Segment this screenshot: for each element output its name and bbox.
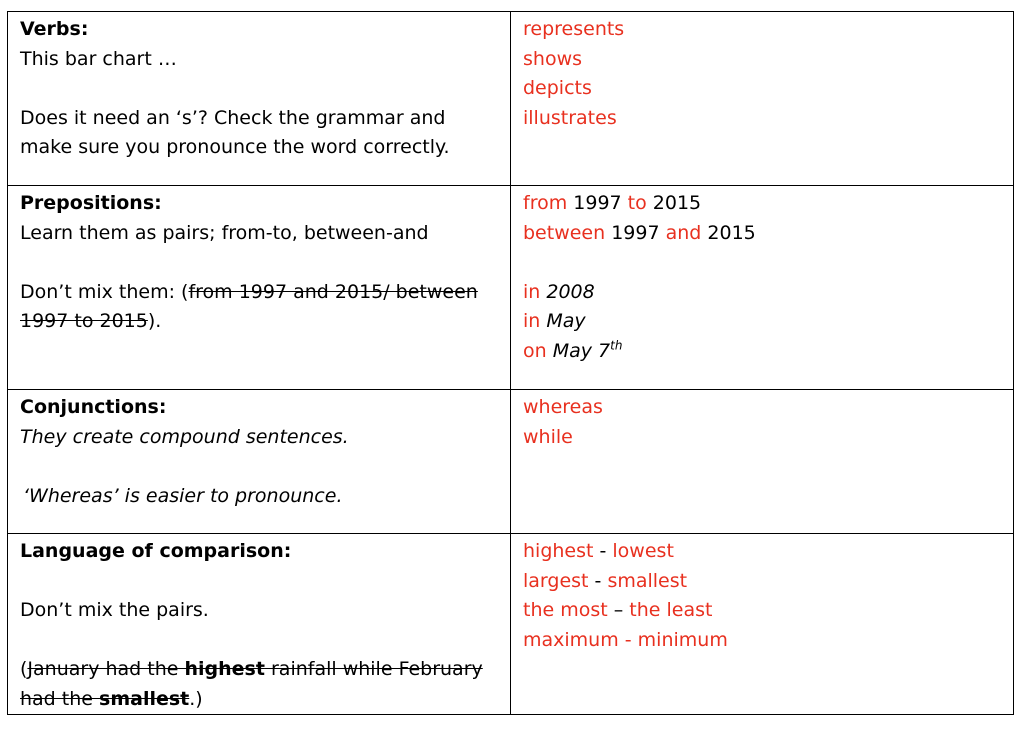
prepositions-warning-line-2 [20, 307, 500, 337]
conjunctions-tip: ‘Whereas’ is easier to pronounce. [23, 484, 343, 507]
verbs-note-line-2: make sure you pronounce the word correctly. [20, 136, 450, 158]
open-paren: ( [20, 658, 28, 680]
prepositions-explanation-cell [8, 186, 511, 390]
time-expression: May 7 [552, 339, 611, 362]
superlative: the most [523, 599, 608, 621]
struck-example: rainfall while February [264, 658, 483, 680]
conjunctions-examples-cell [511, 390, 1014, 534]
time-expression: 2008 [546, 280, 595, 303]
prepositions-row [8, 186, 1014, 390]
preposition-word: and [665, 221, 702, 244]
comparison-row [8, 534, 1014, 715]
comparison-pair [523, 537, 1003, 567]
comparison-pair: maximum - minimum [523, 628, 728, 651]
year: 2015 [652, 192, 702, 214]
on-date-example [523, 337, 1003, 367]
superlative: lowest [612, 540, 674, 562]
warning-prefix: Don’t mix them: ( [20, 280, 189, 303]
separator: - [593, 540, 613, 562]
separator: – [607, 599, 630, 621]
verbs-row [8, 12, 1014, 186]
conjunctions-note: They create compound sentences. [20, 425, 349, 448]
struck-example: January had the [27, 658, 185, 680]
preposition-word: on [523, 339, 547, 362]
verbs-heading: Verbs: [20, 18, 89, 40]
superlative: largest [523, 569, 589, 592]
conjunction-item: while [523, 425, 573, 448]
comparison-heading: Language of comparison: [20, 540, 292, 562]
grammar-table [7, 11, 1014, 715]
comparison-pair [523, 596, 1003, 626]
struck-example: had the [20, 687, 100, 710]
struck-example: from 1997 and 2015/ between [188, 280, 478, 303]
warning-suffix: ). [147, 310, 162, 332]
comparison-note: Don’t mix the pairs. [20, 599, 209, 621]
in-year-example [523, 278, 1003, 308]
preposition-word: in [523, 280, 541, 303]
verbs-examples-cell [511, 12, 1014, 186]
struck-example-bold: smallest [99, 687, 190, 710]
verbs-example: This bar chart … [20, 47, 177, 70]
time-expression: May [546, 310, 586, 332]
verbs-note-line-1: Does it need an ‘s’? Check the grammar and [20, 106, 446, 129]
from-to-example [523, 189, 1003, 219]
close-paren: .) [189, 687, 203, 710]
comparison-explanation-cell [8, 534, 511, 715]
prepositions-warning-line-1 [20, 278, 500, 308]
prepositions-examples-cell [511, 186, 1014, 390]
verbs-explanation-cell [8, 12, 511, 186]
in-month-example [523, 307, 1003, 337]
prepositions-heading: Prepositions: [20, 192, 162, 214]
superlative: highest [523, 540, 594, 562]
struck-example: 1997 to 2015 [20, 310, 148, 332]
conjunction-item: whereas [523, 396, 603, 418]
preposition-word: to [627, 192, 647, 214]
prepositions-note: Learn them as pairs; from-to, between-and [20, 221, 429, 244]
year: 1997 [573, 192, 622, 214]
verb-item: represents [523, 18, 625, 40]
comparison-pair [523, 567, 1003, 597]
verb-item: depicts [523, 77, 592, 99]
conjunctions-row [8, 390, 1014, 534]
preposition-word: from [523, 192, 568, 214]
comparison-example-line-2 [20, 685, 500, 715]
superlative: the least [629, 599, 713, 621]
preposition-word: in [523, 310, 541, 332]
preposition-word: between [523, 221, 606, 244]
verb-item: shows [523, 47, 583, 70]
year: 1997 [611, 221, 660, 244]
struck-example-bold: highest [184, 658, 265, 680]
conjunctions-heading: Conjunctions: [20, 396, 167, 418]
comparison-example-line-1 [20, 655, 500, 685]
separator: - [588, 569, 608, 592]
year: 2015 [707, 221, 756, 244]
conjunctions-explanation-cell [8, 390, 511, 534]
between-and-example [523, 219, 1003, 249]
comparison-examples-cell [511, 534, 1014, 715]
verb-item: illustrates [523, 106, 617, 129]
ordinal-suffix: th [610, 338, 623, 353]
superlative: smallest [607, 569, 688, 592]
